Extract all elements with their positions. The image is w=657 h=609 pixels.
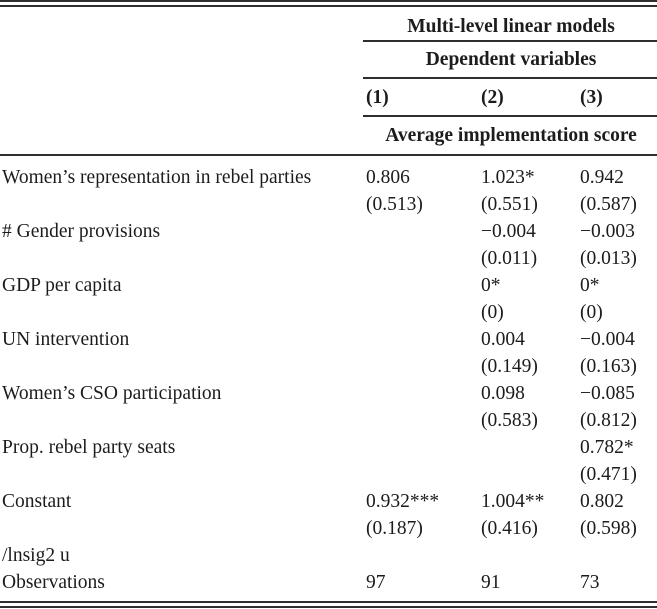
table-row-coef xyxy=(0,380,657,407)
se-cell-m1 xyxy=(363,299,478,326)
dependent-variables-row xyxy=(0,41,657,78)
header-label-spacer xyxy=(0,7,363,41)
coef-cell-m1 xyxy=(363,272,478,299)
stat-cell-m2 xyxy=(478,542,577,569)
table-row-coef xyxy=(0,155,657,191)
dependent-variables-title: Dependent variables xyxy=(363,41,657,78)
coef-cell-m1 xyxy=(363,434,478,461)
row-label-spacer xyxy=(0,245,363,272)
header-label-spacer xyxy=(0,41,363,78)
observations-row xyxy=(0,569,657,596)
table-row-coef xyxy=(0,488,657,515)
se-cell-m1: (0.187) xyxy=(366,518,423,539)
stat-cell-m3 xyxy=(577,542,657,569)
bottom-double-rule xyxy=(0,601,657,608)
se-cell-m1: (0.513) xyxy=(366,194,423,215)
coef-cell-m3: 0.782* xyxy=(580,437,634,458)
models-group-row xyxy=(0,7,657,41)
coef-cell-m2: −0.004 xyxy=(481,221,536,242)
dv-title: Average implementation score xyxy=(363,116,657,155)
coef-cell-m1: 0.932*** xyxy=(366,491,440,512)
row-label: UN intervention xyxy=(2,329,130,350)
coef-cell-m3: −0.003 xyxy=(580,221,635,242)
se-cell-m2: (0) xyxy=(481,302,504,323)
coef-cell-m2: 1.004** xyxy=(481,491,545,512)
coef-cell-m1 xyxy=(363,326,478,353)
coef-cell-m1 xyxy=(363,380,478,407)
dv-title-row xyxy=(0,116,657,155)
row-label: /lnsig2 u xyxy=(2,545,70,566)
lnsig2u-row xyxy=(0,542,657,569)
se-cell-m3: (0) xyxy=(580,302,603,323)
coef-cell-m2: 0* xyxy=(481,275,501,296)
coef-cell-m3: 0* xyxy=(580,275,600,296)
coef-cell-m2: 1.023* xyxy=(481,167,535,188)
row-label: Constant xyxy=(2,491,72,512)
table-row-se xyxy=(0,407,657,434)
stat-cell-m1: 97 xyxy=(366,572,386,593)
se-cell-m1 xyxy=(363,245,478,272)
table-row-coef xyxy=(0,218,657,245)
header-label-spacer xyxy=(0,78,363,116)
row-label: Prop. rebel party seats xyxy=(2,437,176,458)
se-cell-m1 xyxy=(363,461,478,488)
se-cell-m2: (0.011) xyxy=(481,248,538,269)
row-label-spacer xyxy=(0,299,363,326)
se-cell-m2: (0.416) xyxy=(481,518,538,539)
table-row-coef xyxy=(0,272,657,299)
se-cell-m2: (0.551) xyxy=(481,194,538,215)
row-label-spacer xyxy=(0,191,363,218)
row-label: # Gender provisions xyxy=(2,221,161,242)
row-label-spacer xyxy=(0,407,363,434)
row-label-spacer xyxy=(0,461,363,488)
results-table xyxy=(0,7,657,596)
row-label-spacer xyxy=(0,353,363,380)
se-cell-m2: (0.149) xyxy=(481,356,538,377)
se-cell-m1 xyxy=(363,353,478,380)
se-cell-m2: (0.583) xyxy=(481,410,538,431)
row-label: GDP per capita xyxy=(2,275,122,296)
top-double-rule xyxy=(0,0,657,7)
header-label-spacer xyxy=(0,116,363,155)
se-cell-m3: (0.812) xyxy=(580,410,637,431)
table-row-se xyxy=(0,299,657,326)
row-label: Women’s representation in rebel parties xyxy=(2,167,312,188)
row-label-spacer xyxy=(0,515,363,542)
stat-cell-m3: 73 xyxy=(580,572,600,593)
models-group-title: Multi-level linear models xyxy=(363,7,657,41)
coef-cell-m3: 0.942 xyxy=(580,167,624,188)
table-row-coef xyxy=(0,326,657,353)
table-row-coef xyxy=(0,434,657,461)
se-cell-m2 xyxy=(478,461,577,488)
row-label: Observations xyxy=(2,572,105,593)
se-cell-m3: (0.587) xyxy=(580,194,637,215)
se-cell-m3: (0.471) xyxy=(580,464,637,485)
coef-cell-m2: 0.098 xyxy=(481,383,525,404)
row-label: Women’s CSO participation xyxy=(2,383,222,404)
coef-cell-m3: 0.802 xyxy=(580,491,624,512)
model-number-1: (1) xyxy=(363,78,478,116)
model-number-3: (3) xyxy=(577,78,657,116)
table-row-se xyxy=(0,515,657,542)
model-number-2: (2) xyxy=(478,78,577,116)
stat-cell-m2: 91 xyxy=(481,572,501,593)
se-cell-m1 xyxy=(363,407,478,434)
model-numbers-row xyxy=(0,78,657,116)
table-row-se xyxy=(0,461,657,488)
table-row-se xyxy=(0,245,657,272)
coef-cell-m3: −0.085 xyxy=(580,383,635,404)
se-cell-m3: (0.163) xyxy=(580,356,637,377)
coef-cell-m2 xyxy=(478,434,577,461)
stat-cell-m1 xyxy=(363,542,478,569)
coef-cell-m1 xyxy=(363,218,478,245)
se-cell-m3: (0.598) xyxy=(580,518,637,539)
se-cell-m3: (0.013) xyxy=(580,248,637,269)
coef-cell-m1: 0.806 xyxy=(366,167,410,188)
table-row-se xyxy=(0,353,657,380)
table-row-se xyxy=(0,191,657,218)
coef-cell-m3: −0.004 xyxy=(580,329,635,350)
coef-cell-m2: 0.004 xyxy=(481,329,525,350)
